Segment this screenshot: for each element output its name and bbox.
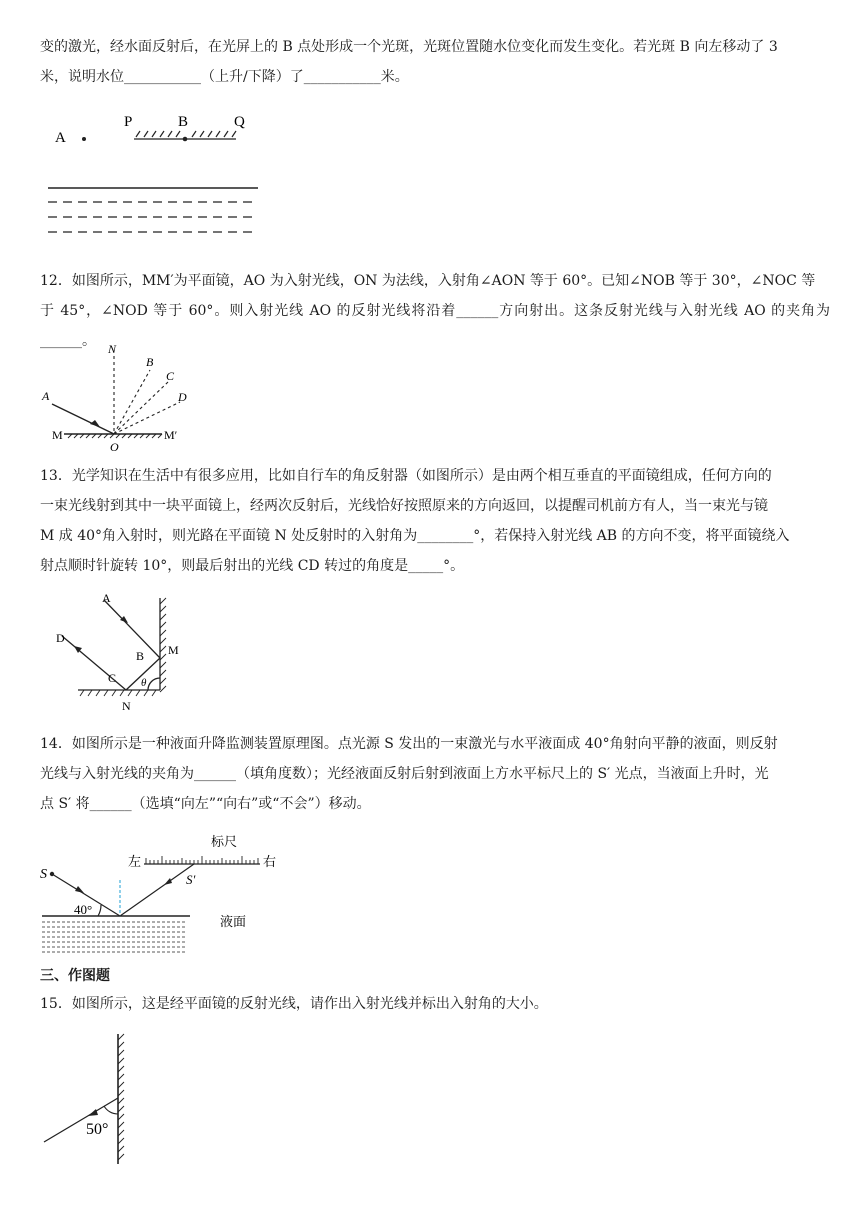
fig14-label-sprime: S′ [186, 872, 196, 887]
q11-text [40, 32, 830, 92]
fig15-angle-label: 50° [86, 1121, 109, 1138]
q13-text [40, 461, 830, 581]
fig14-left-label: 左 [128, 854, 142, 869]
q13-line4: 射点顺时针旋转 10°，则最后射出的光线 CD 转过的角度是_____°。 [40, 558, 465, 574]
fig11-label-a: A [55, 130, 66, 146]
fig13-label-theta: θ [141, 677, 147, 689]
figure-11 [40, 108, 270, 243]
fig12-label-b: B [146, 355, 154, 369]
q13-line2: 一束光线射到其中一块平面镜上，经两次反射后，光线恰好按照原来的方向返回，以提醒司机前方有人，当一束光与镜 [40, 498, 768, 514]
figure-12 [40, 342, 200, 457]
fig14-liquid-label: 液面 [220, 914, 247, 929]
q15-text [40, 989, 830, 1019]
q15-line1: 15．如图所示，这是经平面镜的反射光线，请作出入射光线并标出入射角的大小。 [40, 996, 548, 1012]
ray-ab [104, 600, 160, 658]
figure-14 [40, 830, 280, 958]
reflected-laser [120, 864, 194, 916]
ruler [144, 856, 260, 864]
fig12-label-d: D [178, 390, 187, 404]
fig12-label-c: C [166, 369, 175, 383]
fig13-label-c: C [108, 671, 117, 685]
liquid-body [42, 922, 186, 952]
q14-line1: 14．如图所示是一种液面升降监测装置原理图。点光源 S 发出的一束激光与水平液面成 40°角射向平静的液面，则反射 [40, 736, 778, 752]
figure-13 [50, 592, 190, 722]
q14-line3: 点 S′ 将______（选填“向左”“向右”或“不会”）移动。 [40, 796, 371, 812]
fig11-label-q: Q [234, 114, 245, 130]
section-heading: 三、作图题 [40, 968, 110, 984]
q14-text [40, 729, 830, 819]
fig13-label-m: M [168, 643, 179, 657]
fig12-label-o: O [110, 440, 119, 454]
fig13-label-n: N [122, 699, 131, 713]
fig14-ruler-label: 标尺 [211, 834, 238, 849]
fig13-label-a: A [102, 591, 111, 605]
q11-line2: 米，说明水位___________（上升/下降）了___________米。 [40, 69, 409, 85]
fig11-label-b: B [178, 114, 189, 130]
fig11-label-p: P [124, 114, 133, 130]
q14-line2: 光线与入射光线的夹角为______（填角度数）；光经液面反射后射到液面上方水平标尺上的 S′ 光点，当液面上升时，光 [40, 766, 769, 782]
fig12-label-m: M [52, 428, 63, 442]
fig12-label-a: A [42, 389, 50, 403]
figure-15 [40, 1030, 140, 1170]
q11-line1: 变的激光，经水面反射后，在光屏上的 B 点处形成一个光斑，光斑位置随水位变化而发生变化。若光斑 B 向左移动了 3 [40, 39, 778, 55]
fig13-label-b: B [136, 649, 145, 663]
ray-cd [62, 636, 126, 690]
fig13-label-d: D [56, 631, 65, 645]
water-surface [48, 188, 258, 232]
q13-line3: M 成 40°角入射时，则光路在平面镜 N 处反射时的入射角为________°，若保持入射光线 AB 的方向不变，将平面镜绕入 [40, 528, 790, 544]
fig14-label-s: S [40, 867, 47, 882]
fig14-right-label: 右 [263, 854, 277, 869]
fig12-label-mprime: M′ [164, 428, 178, 442]
q12-line1: 12．如图所示，MM′为平面镜，AO 为入射光线，ON 为法线，入射角∠AON 等于 60°。已知∠NOB 等于 30°，∠NOC 等 [40, 273, 816, 289]
q13-line1: 13．光学知识在生活中有很多应用，比如自行车的角反射器（如图所示）是由两个相互垂直的平面镜组成，任何方向的 [40, 468, 772, 484]
q12-line2: 于 45°，∠NOD 等于 60°。则入射光线 AO 的反射光线将沿着______方向射出。这条反射光线与入射光线 AO 的夹角为______。 [40, 303, 830, 349]
fig14-angle-label: 40° [74, 902, 93, 917]
fig12-label-n: N [108, 342, 117, 356]
